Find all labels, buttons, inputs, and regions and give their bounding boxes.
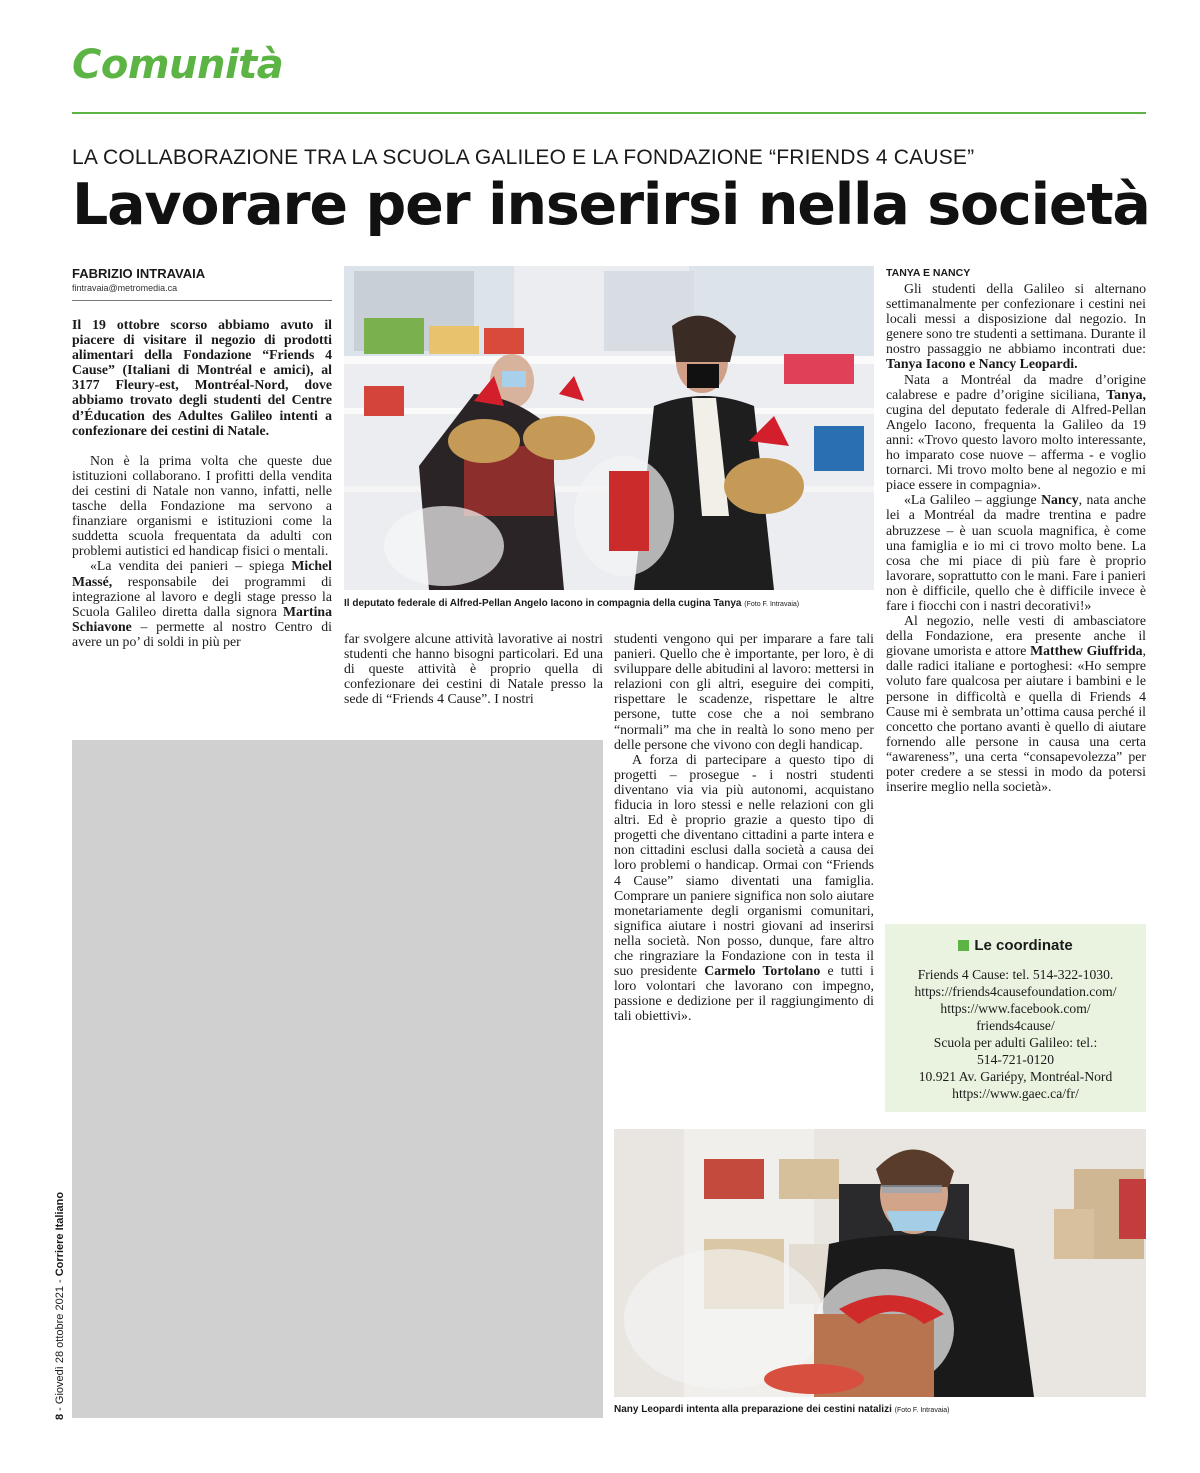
info-box-title: Le coordinate <box>885 937 1146 954</box>
paragraph: «La vendita dei panieri – spiega Michel Massé, responsabile dei programmi di integrazione al lavoro e degli stage presso la Scuola Galileo diretta dalla signora Martina Schiavone – permette al nostro Centro di avere un po’ di soldi in più per <box>72 558 332 649</box>
paragraph: A forza di partecipare a questo tipo di progetti – prosegue - i nostri studenti diventano via via più autonomi, acquistano fiducia in loro stessi e nelle relazioni con gli altri. Ed è proprio grazie a questo tipo di progetti che diventano cittadini a parte intera e non cittadini esclusi dalla società a causa dei loro problemi o handicap. Ormai con “Friends 4 Cause” siamo diventati una famiglia. Comprare un paniere significa non solo aiutare monetariamente degli organismi comunitari, significa aiutare i nostri giovani ad inserirsi nella società. Non posso, dunque, fare altro che ringraziare la Fondazione con in testa il suo presidente Carmelo Tortolano e tutti i loro volontari che lavorano con impegno, passione e dedizione per il raggiungimento di tali obiettivi». <box>614 751 874 1024</box>
issue-date: Giovedì 28 ottobre 2021 <box>54 1286 66 1405</box>
page-footer: 8 - Giovedì 28 ottobre 2021 - Corriere Italiano <box>54 1191 66 1420</box>
green-square-icon <box>958 940 969 951</box>
article-column-2 <box>344 631 603 706</box>
newspaper-name: Corriere Italiano <box>54 1191 66 1277</box>
photo-1-caption: Il deputato federale di Alfred-Pellan Angelo Iacono in compagnia della cugina Tanya (Foto F. Intravaia) <box>344 598 800 609</box>
paragraph: Nata a Montréal da madre d’origine calabrese e padre d’origine siciliana, Tanya, cugina del deputato federale di Alfred-Pellan Angelo Iacono, frequenta la Galileo da 19 anni: «Trovo questo lavoro molto interessante, ho imparato cose nuove – afferma - e voglio tornarci. Mi trovo molto bene al negozio e mi piace essere in compagnia». <box>886 371 1146 493</box>
paragraph: Gli studenti della Galileo si alternano settimanalmente per confezionare i cestini nei locali messi a disposizione dal negozio. In genere sono tre studenti a settimana. Durante il nostro passaggio ne abbiamo incontrati due: Tanya Iacono e Nancy Leopardi. <box>886 281 1146 372</box>
info-link[interactable]: https://www.gaec.ca/fr/ <box>952 1086 1079 1101</box>
info-link[interactable]: friends4cause/ <box>976 1018 1055 1033</box>
lead-paragraph: Il 19 ottobre scorso abbiamo avuto il piacere di visitare il negozio di prodotti alimentari della Fondazione “Friends 4 Cause” (Italiani di Montréal e amici), al 3177 Fleury-est, Montréal-Nord, dove abbiamo trovato degli studenti del Centre d’Éducation des Adultes Galileo intenti a confezionare dei cestini di Natale. <box>72 317 332 438</box>
paragraph: far svolgere alcune attività lavorative ai nostri studenti che hanno bisogni particolari. Ed una di queste attività è proprio quella di confezionare dei cestini di Natale presso la sede di “Friends 4 Cause”. I nostri <box>344 631 603 707</box>
section-title: Comunità <box>72 42 284 88</box>
byline-rule <box>72 300 332 301</box>
byline-email[interactable]: fintravaia@metromedia.ca <box>72 283 178 293</box>
info-line: 514-721-0120 <box>976 1052 1055 1067</box>
photo-2-credit: (Foto F. Intravaia) <box>894 1407 950 1414</box>
photo-1-credit: (Foto F. Intravaia) <box>744 601 800 608</box>
info-link[interactable]: https://friends4causefoundation.com/ <box>914 984 1117 999</box>
info-box-coordinates <box>885 924 1146 1112</box>
subhead-tanya-nancy: TANYA E NANCY <box>886 267 971 279</box>
article-column-1 <box>72 317 332 649</box>
photo-nancy-leopardi <box>614 1129 1146 1397</box>
photo-illustration <box>344 266 874 590</box>
info-box-body <box>889 966 1142 1102</box>
paragraph: Non è la prima volta che queste due istituzioni collaborano. I profitti della vendita dei cestini di Natale non vanno, infatti, nelle tasche della Fondazione ma servono a finanziare organismi e istituzioni come la suddetta scuola frequentata da adulti con problemi autistici ed handicap fisici o mentali. <box>72 452 332 559</box>
info-link[interactable]: https://www.facebook.com/ <box>940 1001 1091 1016</box>
article-column-4 <box>886 281 1146 794</box>
headline: Lavorare per inserirsi nella società <box>72 172 1150 238</box>
kicker: LA COLLABORAZIONE TRA LA SCUOLA GALILEO E LA FONDAZIONE “FRIENDS 4 CAUSE” <box>72 146 975 169</box>
photo-illustration <box>614 1129 1146 1397</box>
info-line: 10.921 Av. Gariépy, Montréal-Nord <box>918 1069 1113 1084</box>
info-line: Scuola per adulti Galileo: tel.: <box>933 1035 1098 1050</box>
article-column-3 <box>614 631 874 1023</box>
byline-author: FABRIZIO INTRAVAIA <box>72 266 206 281</box>
section-rule <box>72 112 1146 114</box>
page-number: 8 <box>54 1413 66 1420</box>
advertisement-placeholder <box>72 740 603 1418</box>
info-line: Friends 4 Cause: tel. 514-322-1030. <box>917 967 1114 982</box>
photo-2-caption: Nany Leopardi intenta alla preparazione dei cestini natalizi (Foto F. Intravaia) <box>614 1404 950 1415</box>
paragraph: studenti vengono qui per imparare a fare tali panieri. Quello che è importante, per loro, è di sviluppare delle abitudini al lavoro: mettersi in relazioni con gli altri, eseguire dei compiti, rispettare le scadenze, rispettare le altre persone, tutte cose che a noi sembrano “normali” ma che in realtà lo sono meno per delle persone che vivono con degli handicap. <box>614 631 874 752</box>
photo-angelo-iacono-tanya <box>344 266 874 590</box>
paragraph: Al negozio, nelle vesti di ambasciatore della Fondazione, era presente anche il giovane umorista e attore Matthew Giuffrida, dalle radici italiane e portoghesi: «Ho sempre voluto fare qualcosa per aiutare i bambini e le persone in difficoltà e quella di Friends 4 Cause mi è sembrata un’ottima causa perché il concetto che portano avanti è quello di aiutare fornendo alle persone in causa una certa “awareness”, una certa “consapevolezza” per poter credere a se stessi in modo da potersi inserire meglio nella società». <box>886 613 1146 795</box>
paragraph: «La Galileo – aggiunge Nancy, nata anche lei a Montréal da madre trentina e padre abruzzese – è uan scuola magnifica, è come una famiglia e io mi ci trovo molto bene. La cosa che mi piace di più fare è proprio lavorare, soprattutto con le mani. Fare i panieri non è difficile, quello che è difficile invece è fare i fiocchi con i nastri decorativi!» <box>886 492 1147 613</box>
